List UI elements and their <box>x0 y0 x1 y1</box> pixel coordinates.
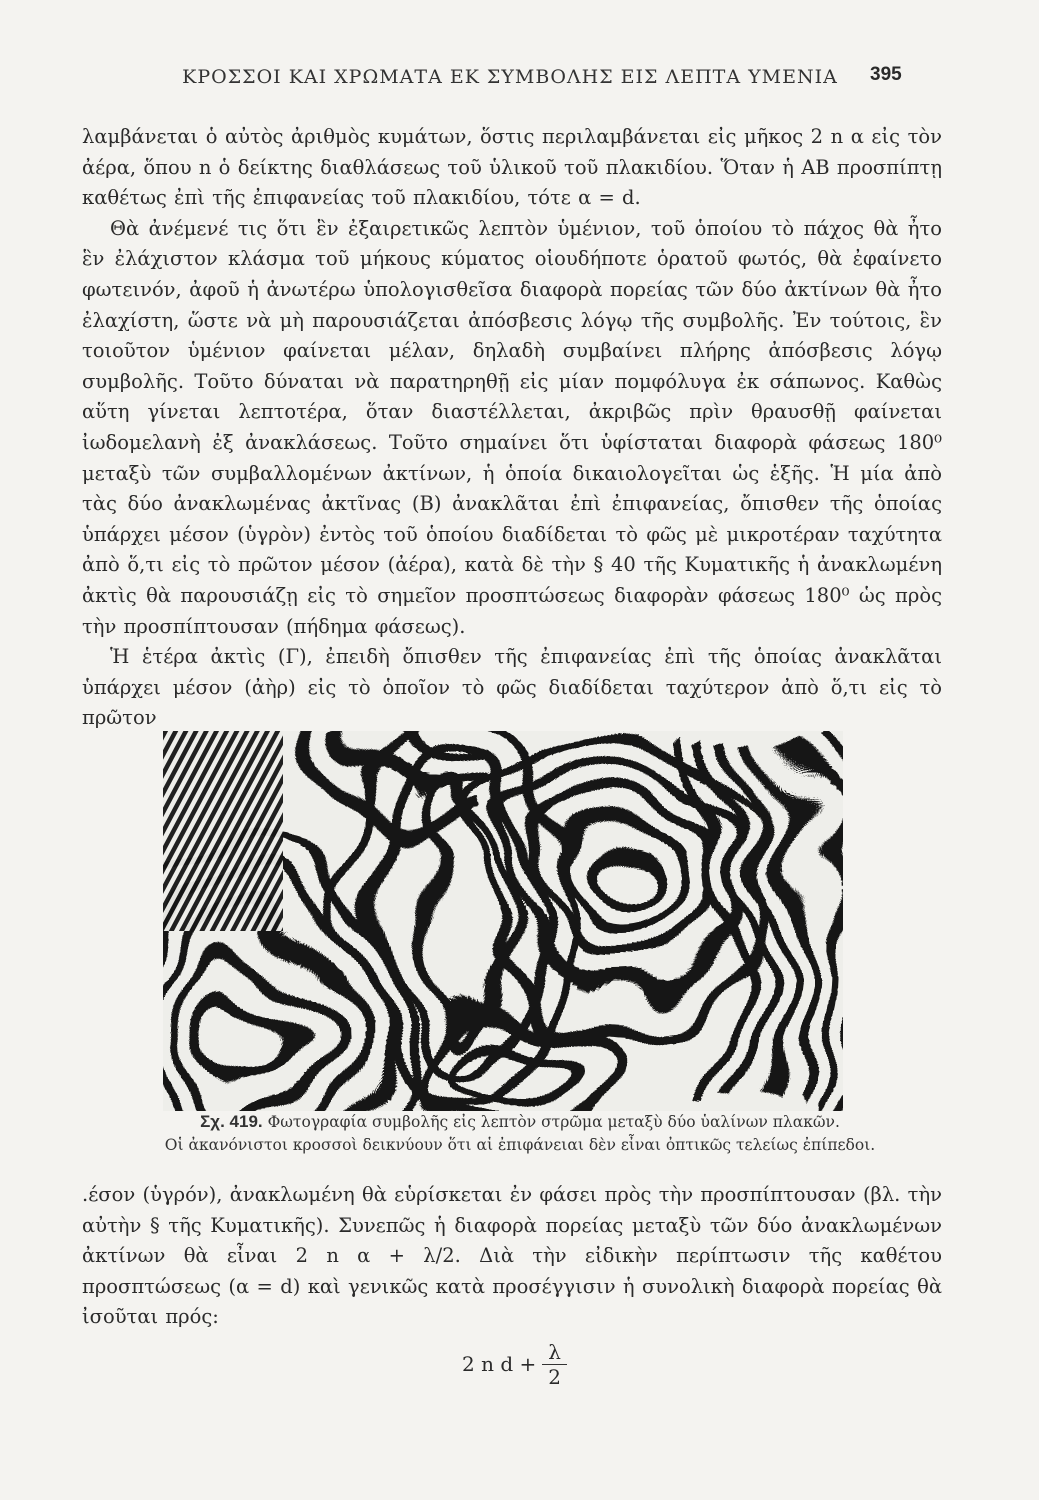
paragraph: λαμβάνεται ὁ αὐτὸς ἀριθμὸς κυμάτων, ὅστις περιλαμβάνεται εἰς μῆκος 2 n α εἰς τὸν ἀέρα, ὅπου n ὁ δείκτης διαθλάσεως τοῦ ὑλικοῦ τοῦ πλακιδίου. Ὅταν ἡ ΑΒ προσπίπτῃ καθέτως ἐπὶ τῆς ἐπιφανείας τοῦ πλακιδίου, τότε α = d. <box>82 125 942 210</box>
interference-fringes-image <box>163 731 843 1111</box>
path-difference-formula <box>462 1334 567 1394</box>
running-head: ΚΡΟΣΣΟΙ ΚΑΙ ΧΡΩΜΑΤΑ ΕΚ ΣΥΜΒΟΛΗΣ ΕΙΣ ΛΕΠΤΑ ΥΜΕΝΙΑ <box>182 66 838 88</box>
fraction <box>542 1340 567 1389</box>
text-block-bottom <box>82 1180 942 1333</box>
caption-line-2: Οἱ ἀκανόνιστοι κροσσοὶ δεικνύουν ὅτι αἱ ἐπιφάνειαι δὲν εἶναι ὀπτικῶς τελείως ἐπίπεδοι. <box>164 1136 876 1154</box>
fraction-denominator: 2 <box>548 1364 561 1389</box>
paragraph: Ἡ ἑτέρα ἀκτὶς (Γ), ἐπειδὴ ὄπισθεν τῆς ἐπιφανείας ἐπὶ τῆς ὁποίας ἀνακλᾶται ὑπάρχει μέσον (ἀὴρ) εἰς τὸ ὁποῖον τὸ φῶς διαδίδεται ταχύτερον ἀπὸ ὅ,τι εἰς τὸ πρῶτον <box>82 645 942 730</box>
formula-lead: 2 n d + <box>462 1352 537 1376</box>
interference-photograph <box>163 731 843 1111</box>
fraction-numerator: λ <box>542 1340 567 1365</box>
dense-fringe-region <box>163 731 283 931</box>
caption-line-1: Φωτογραφία συμβολῆς εἰς λεπτὸν στρῶμα μεταξὺ δύο ὑαλίνων πλακῶν. <box>267 1113 840 1131</box>
figure-caption <box>100 1112 940 1132</box>
figure-label: Σχ. 419. <box>200 1112 263 1131</box>
page-number: 395 <box>870 64 902 85</box>
paragraph: .έσον (ὑγρόν), ἀνακλωμένη θὰ εὑρίσκεται ἐν φάσει πρὸς τὴν προσπίπτουσαν (βλ. τὴν αὐτὴν § τῆς Κυματικῆς). Συνεπῶς ἡ διαφορὰ πορείας μεταξὺ τῶν δύο ἀνακλωμένων ἀκτίνων θὰ εἶναι 2 n α + λ/2. Διὰ τὴν εἰδικὴν περίπτωσιν τῆς καθέτου προσπτώσεως (α = d) καὶ γενικῶς κατὰ προσέγγισιν ἡ συνολικὴ διαφορὰ πορείας θὰ ἰσοῦται πρός: <box>82 1183 942 1329</box>
text-block-top <box>82 122 942 734</box>
paragraph: Θὰ ἀνέμενέ τις ὅτι ἓν ἐξαιρετικῶς λεπτὸν ὑμένιον, τοῦ ὁποίου τὸ πάχος θὰ ἦτο ἓν ἐλάχιστον κλάσμα τοῦ μήκους κύματος οἱουδήποτε ὁρατοῦ φωτός, θὰ ἐφαίνετο φωτεινόν, ἀφοῦ ἡ ἀνωτέρω ὑπολογισθεῖσα διαφορὰ πορείας τῶν δύο ἀκτίνων θὰ ἦτο ἐλαχίστη, ὥστε νὰ μὴ παρουσιάζεται ἀπόσβεσις λόγῳ τῆς συμβολῆς. Ἐν τούτοις, ἓν τοιοῦτον ὑμένιον φαίνεται μέλαν, δηλαδὴ συμβαίνει πλήρης ἀπόσβεσις λόγῳ συμβολῆς. Τοῦτο δύναται νὰ παρατηρηθῇ εἰς μίαν πομφόλυγα ἐκ σάπωνος. Καθὼς αὕτη γίνεται λεπτοτέρα, ὅταν διαστέλλεται, ἀκριβῶς πρὶν θραυσθῇ φαίνεται ἰωδομελανὴ ἐξ ἀνακλάσεως. Τοῦτο σημαίνει ὅτι ὑφίσταται διαφορὰ φάσεως 180⁰ μεταξὺ τῶν συμβαλλομένων ἀκτίνων, ἡ ὁποία δικαιολογεῖται ὡς ἑξῆς. Ἡ μία ἀπὸ τὰς δύο ἀνακλωμένας ἀκτῖνας (Β) ἀνακλᾶται ἐπὶ ἐπιφανείας, ὄπισθεν τῆς ὁποίας ὑπάρχει μέσον (ὑγρὸν) ἐντὸς τοῦ ὁποίου διαδίδεται τὸ φῶς μὲ μικροτέραν ταχύτητα ἀπὸ ὅ,τι εἰς τὸ πρῶτον μέσον (ἀέρα), κατὰ δὲ τὴν § 40 τῆς Κυματικῆς ἡ ἀνακλωμένη ἀκτὶς θὰ παρουσιάζῃ εἰς τὸ σημεῖον προσπτώσεως διαφορὰν φάσεως 180⁰ ὡς πρὸς τὴν προσπίπτουσαν (πήδημα φάσεως). <box>82 216 942 638</box>
